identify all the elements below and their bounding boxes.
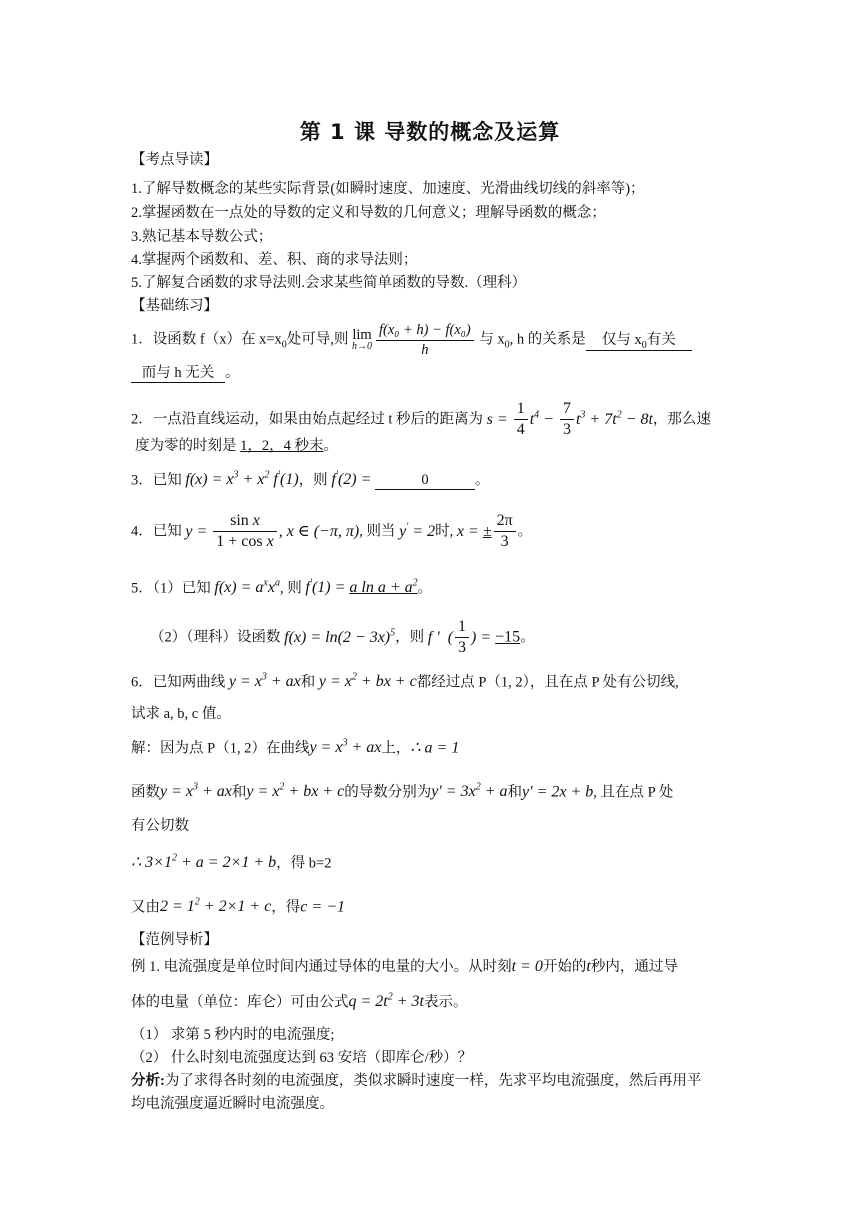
q3-text-a: 3．已知 bbox=[131, 472, 182, 489]
solution-line-2 bbox=[131, 782, 673, 802]
analysis-label: 分析: bbox=[131, 1073, 165, 1089]
sol4-equation: ∴ $3\times 1^2 + a = 2\times 1 + b$ bbox=[131, 853, 277, 872]
section-heading-jichu: 【基础练习】 bbox=[131, 298, 218, 314]
q3-end: 。 bbox=[475, 472, 490, 489]
sol1-curve: $y = x^3$ + ax bbox=[309, 738, 382, 757]
q2-text-b: ，那么速 bbox=[652, 411, 711, 428]
q2-formula: s = $\frac{1}{4}$ $t^4$ − $\frac{7}{3}$ $t^3 + 7t^2 - 8t$ bbox=[486, 400, 653, 439]
question-2-cont bbox=[135, 438, 338, 455]
q1-text-d: , h 的关系是 bbox=[509, 331, 586, 348]
sol1-text-a: 解：因为点 P（1, 2）在曲线 bbox=[131, 740, 310, 757]
q4-condition: y′ = 2 bbox=[399, 521, 436, 540]
q1-denominator: h bbox=[421, 341, 429, 358]
question-5 bbox=[131, 578, 432, 598]
example-1-analysis-cont: 均电流强度逼近瞬时电流强度。 bbox=[131, 1096, 334, 1112]
q4-text-a: 4．已知 bbox=[131, 523, 182, 540]
q2-answer: 1，2，4 秒末 bbox=[240, 438, 324, 454]
q5-text-b: , 则 bbox=[279, 580, 302, 597]
q4-formula: y = $\frac{\text{sin x}}{\text{1 + cos x}}$ , x ∈ (−π, π) bbox=[185, 512, 360, 551]
ex1-text-a: 例 1. 电流强度是单位时间内通过导体的电量的大小。从时刻 bbox=[131, 959, 512, 975]
q1-lim-sub: h→0 bbox=[352, 341, 373, 353]
q5-part2-answer: −15 bbox=[495, 628, 521, 646]
q4-answer-num: 2π bbox=[494, 512, 516, 532]
q5-part2-end: 。 bbox=[520, 629, 535, 646]
q5-end: 。 bbox=[417, 580, 433, 597]
question-2 bbox=[131, 400, 711, 440]
q3-text-b: ，则 bbox=[298, 472, 328, 489]
solution-line-1 bbox=[131, 738, 459, 758]
sol1-result: ∴ a = 1 bbox=[410, 739, 460, 757]
q2-end: 。 bbox=[323, 438, 338, 454]
q1-end: 。 bbox=[225, 365, 240, 381]
sol2-derivative-1: $y' = 3x^2 + a$ bbox=[431, 782, 508, 801]
q1-limit bbox=[352, 328, 372, 353]
point-item-3: 3.熟记基本导数公式； bbox=[131, 229, 273, 245]
q1-answer-part-1: 仅与 x bbox=[601, 331, 642, 348]
q1-text-c: 与 x bbox=[479, 331, 505, 348]
q5-formula: $f(x) = a^xx^a$ bbox=[214, 578, 280, 597]
sol2-text-c: 的导数分别为 bbox=[344, 784, 432, 801]
q6-text-c: 都经过点 P（1, 2），且在点 P 处有公切线, bbox=[416, 674, 679, 691]
solution-line-5 bbox=[131, 897, 345, 917]
q5-text-a: 5．（1）已知 bbox=[131, 580, 211, 597]
q6-curve-2: $y = x^2$ + bx + c bbox=[318, 672, 417, 691]
question-6 bbox=[131, 672, 679, 692]
question-1-cont bbox=[131, 365, 240, 383]
point-item-5: 5.了解复合函数的求导法则.会求某些简单函数的导数.（理科） bbox=[131, 275, 527, 291]
q5-part2-text-b: ，则 bbox=[395, 629, 425, 646]
sol4-text: ，得 b=2 bbox=[276, 855, 332, 872]
sol2-text-d: 和 bbox=[507, 784, 522, 801]
question-3 bbox=[131, 470, 490, 490]
ex1-text-b: 开始的 bbox=[542, 959, 587, 975]
q5-answer: f′(1) = a $\ln a + a^2$ bbox=[305, 578, 418, 597]
q1-text-b: 处可导,则 bbox=[286, 331, 349, 348]
point-item-2: 2.掌握函数在一点处的导数的定义和导数的几何意义；理解导函数的概念； bbox=[131, 205, 606, 221]
question-5-part-2 bbox=[150, 618, 535, 658]
q5-part2-formula: $f(x) = \ln(2 - 3x)^5$ bbox=[284, 627, 396, 646]
q4-answer-den: 3 bbox=[500, 533, 509, 551]
q1-answer-part-2: 有关 bbox=[646, 331, 676, 348]
solution-line-4 bbox=[131, 853, 331, 873]
sol5-text-a: 又由 bbox=[131, 899, 160, 916]
example-1-question-1: （1） 求第 5 秒内时的电流强度; bbox=[131, 1027, 335, 1043]
q1-fraction bbox=[376, 322, 474, 358]
question-4 bbox=[131, 512, 532, 552]
page-title: 第 1 课 导数的概念及运算 bbox=[299, 120, 561, 144]
sol2-curve-2: $y = x^2$ + bx + c bbox=[246, 782, 345, 801]
q3-answer-blank: 0 bbox=[375, 473, 475, 490]
ex1-formula: $q = 2t^2 + 3t$ bbox=[348, 992, 424, 1011]
analysis-text-a: 为了求得各时刻的电流强度，类似求瞬时速度一样，先求平均电流强度，然后再用平 bbox=[164, 1073, 702, 1089]
solution-line-3: 有公切数 bbox=[131, 818, 189, 834]
q4-text-b: , 则当 bbox=[359, 523, 396, 540]
sol2-curve-1: $y = x^3$ + ax bbox=[160, 782, 232, 801]
example-1-cont bbox=[131, 992, 468, 1012]
ex1-var-t: t bbox=[586, 958, 591, 975]
sol5-equation: $2 = 1^2 + 2\times 1 + c$ bbox=[160, 897, 272, 916]
sol1-text-b: 上， bbox=[381, 740, 411, 757]
example-1-question-2: （2） 什么时刻电流强度达到 63 安培（即库仑/秒）？ bbox=[131, 1050, 473, 1066]
q1-answer-blank-1: 仅与 $x_0$有关 bbox=[586, 333, 692, 352]
q6-text-a: 6．已知两曲线 bbox=[131, 674, 226, 691]
ex1-text-d: 体的电量（单位：库仑）可由公式 bbox=[131, 994, 349, 1011]
example-1-analysis bbox=[131, 1073, 701, 1090]
point-item-1: 1.了解导数概念的某些实际背景(如瞬时速度、加速度、光滑曲线切线的斜率等)； bbox=[131, 181, 645, 197]
section-heading-fanli: 【范例导析】 bbox=[131, 932, 218, 948]
q5-part2-lhs: f ′ ( $\frac{1}{3}$ ) = bbox=[427, 618, 496, 657]
q4-end: 。 bbox=[517, 523, 533, 540]
ex1-text-c: 秒内，通过导 bbox=[590, 959, 678, 975]
question-6-cont: 试求 a, b, c 值。 bbox=[131, 706, 231, 722]
question-1: 1．设函数 f（x）在 $x=x_0$处可导,则 lim h→0 $\frac{\text{f(x₀ + h) − f(x₀)}}{h}$ 与 $x_0$, h 的关系是 仅与 $x_0$有关 bbox=[131, 322, 692, 358]
q3-lhs: f′(2) = bbox=[331, 470, 372, 489]
q3-formula: $f(x) = x^3 + x^2$ f′(1) bbox=[185, 470, 299, 489]
sol2-text-b: 和 bbox=[231, 784, 247, 801]
q4-text-c: 时, bbox=[435, 523, 454, 540]
ex1-time-zero: t = 0 bbox=[511, 958, 543, 975]
section-heading-kaodian: 【考点导读】 bbox=[131, 152, 218, 168]
q2-text-a: 2．一点沿直线运动，如果由始点起经过 t 秒后的距离为 bbox=[131, 411, 484, 428]
q1-numerator: f(x₀ + h) − f(x₀) bbox=[376, 322, 474, 341]
q1-lim-word: lim bbox=[352, 326, 372, 343]
ex1-text-e: 表示。 bbox=[424, 994, 468, 1011]
q5-part2-text-a: （2）（理科）设函数 bbox=[150, 629, 281, 646]
sol2-derivative-2: y′ = 2x + b bbox=[522, 783, 594, 801]
q1-text-a: 1．设函数 f（x）在 x=x bbox=[131, 331, 282, 348]
example-1 bbox=[131, 957, 678, 976]
q4-answer: x = ± $\frac{2\pi}{3}$ bbox=[457, 523, 518, 540]
sol2-text-e: , 且在点 P 处 bbox=[593, 784, 674, 801]
q6-text-b: 和 bbox=[300, 674, 316, 691]
sol5-text-b: ，得 bbox=[271, 899, 301, 916]
sol2-text-a: 函数 bbox=[131, 784, 160, 801]
sol5-result: c = −1 bbox=[300, 898, 345, 916]
q1-answer-blank-2: 而与 h 无关 bbox=[131, 366, 225, 383]
q2-text-c: 度为零的时刻是 bbox=[135, 438, 237, 454]
point-item-4: 4.掌握两个函数和、差、积、商的求导法则； bbox=[131, 252, 418, 268]
q6-curve-1: $y = x^3$ + ax bbox=[228, 672, 301, 691]
